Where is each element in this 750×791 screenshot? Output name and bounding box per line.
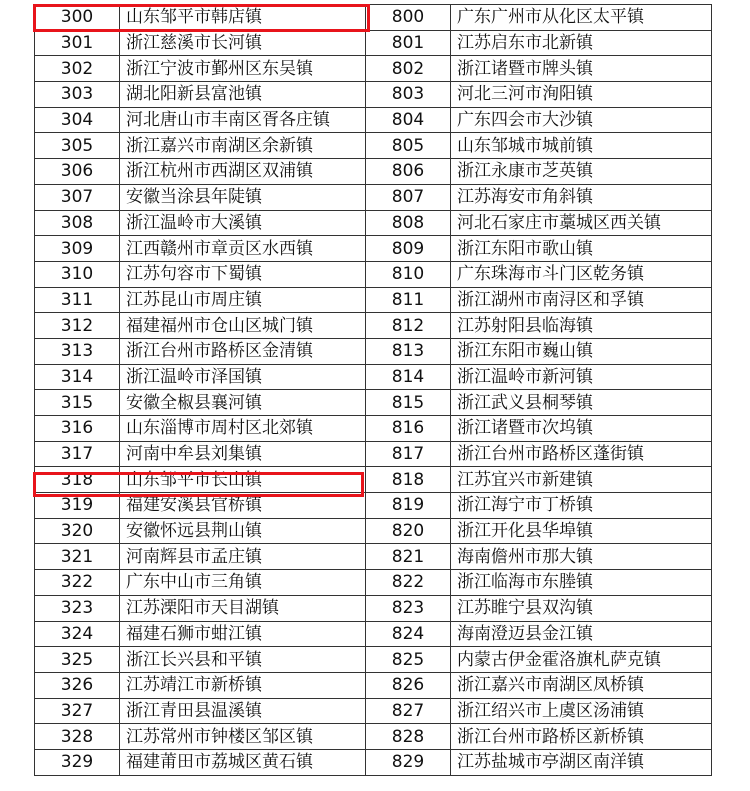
left-town-name: 湖北阳新县富池镇 — [120, 82, 366, 108]
left-town-name: 浙江慈溪市长河镇 — [120, 30, 366, 56]
right-rank-number: 808 — [366, 210, 451, 236]
left-town-name: 浙江长兴县和平镇 — [120, 647, 366, 673]
right-town-name: 浙江东阳市巍山镇 — [451, 338, 712, 364]
left-town-name: 山东邹平市韩店镇 — [120, 5, 366, 31]
table-row — [35, 647, 712, 673]
right-rank-number: 823 — [366, 595, 451, 621]
left-rank-number: 308 — [35, 210, 120, 236]
left-rank-number: 313 — [35, 338, 120, 364]
left-town-name: 河南辉县市孟庄镇 — [120, 544, 366, 570]
table-row — [35, 313, 712, 339]
left-town-name: 山东邹平市长山镇 — [120, 467, 366, 493]
right-rank-number: 815 — [366, 390, 451, 416]
left-rank-number: 303 — [35, 82, 120, 108]
left-rank-number: 306 — [35, 159, 120, 185]
town-ranking-sheet — [34, 4, 712, 776]
table-row — [35, 698, 712, 724]
right-rank-number: 804 — [366, 107, 451, 133]
left-town-name: 江苏昆山市周庄镇 — [120, 287, 366, 313]
right-town-name: 浙江永康市芝英镇 — [451, 159, 712, 185]
right-rank-number: 803 — [366, 82, 451, 108]
right-town-name: 河北石家庄市藁城区西关镇 — [451, 210, 712, 236]
right-town-name: 浙江湖州市南浔区和孚镇 — [451, 287, 712, 313]
left-rank-number: 316 — [35, 416, 120, 442]
left-rank-number: 305 — [35, 133, 120, 159]
left-rank-number: 325 — [35, 647, 120, 673]
left-rank-number: 327 — [35, 698, 120, 724]
right-town-name: 河北三河市洵阳镇 — [451, 82, 712, 108]
table-row — [35, 338, 712, 364]
left-town-name: 河南中牟县刘集镇 — [120, 441, 366, 467]
table-row — [35, 724, 712, 750]
left-town-name: 河北唐山市丰南区胥各庄镇 — [120, 107, 366, 133]
right-town-name: 江苏睢宁县双沟镇 — [451, 595, 712, 621]
table-row — [35, 544, 712, 570]
right-town-name: 江苏盐城市亭湖区南洋镇 — [451, 749, 712, 775]
right-town-name: 广东四会市大沙镇 — [451, 107, 712, 133]
right-town-name: 浙江开化县华埠镇 — [451, 518, 712, 544]
table-row — [35, 261, 712, 287]
right-town-name: 浙江台州市路桥区新桥镇 — [451, 724, 712, 750]
left-town-name: 山东淄博市周村区北郊镇 — [120, 416, 366, 442]
right-town-name: 浙江东阳市歌山镇 — [451, 236, 712, 262]
table-row — [35, 107, 712, 133]
left-town-name: 浙江温岭市泽国镇 — [120, 364, 366, 390]
right-town-name: 广东珠海市斗门区乾务镇 — [451, 261, 712, 287]
right-rank-number: 829 — [366, 749, 451, 775]
right-town-name: 江苏海安市角斜镇 — [451, 184, 712, 210]
left-rank-number: 322 — [35, 570, 120, 596]
left-rank-number: 326 — [35, 672, 120, 698]
left-rank-number: 309 — [35, 236, 120, 262]
table-row — [35, 287, 712, 313]
left-town-name: 江苏溧阳市天目湖镇 — [120, 595, 366, 621]
right-town-name: 江苏宜兴市新建镇 — [451, 467, 712, 493]
table-row — [35, 236, 712, 262]
right-rank-number: 809 — [366, 236, 451, 262]
right-town-name: 海南儋州市那大镇 — [451, 544, 712, 570]
left-town-name: 安徽当涂县年陡镇 — [120, 184, 366, 210]
table-row — [35, 570, 712, 596]
left-rank-number: 312 — [35, 313, 120, 339]
table-row — [35, 82, 712, 108]
right-town-name: 浙江嘉兴市南湖区凤桥镇 — [451, 672, 712, 698]
table-row — [35, 364, 712, 390]
left-town-name: 浙江杭州市西湖区双浦镇 — [120, 159, 366, 185]
left-town-name: 安徽全椒县襄河镇 — [120, 390, 366, 416]
right-town-name: 浙江绍兴市上虞区汤浦镇 — [451, 698, 712, 724]
right-rank-number: 800 — [366, 5, 451, 31]
table-row — [35, 518, 712, 544]
left-rank-number: 314 — [35, 364, 120, 390]
right-rank-number: 824 — [366, 621, 451, 647]
table-row — [35, 749, 712, 775]
left-town-name: 浙江青田县温溪镇 — [120, 698, 366, 724]
left-town-name: 福建福州市仓山区城门镇 — [120, 313, 366, 339]
table-row — [35, 210, 712, 236]
left-town-name: 广东中山市三角镇 — [120, 570, 366, 596]
left-rank-number: 315 — [35, 390, 120, 416]
right-town-name: 浙江台州市路桥区蓬街镇 — [451, 441, 712, 467]
table-row — [35, 416, 712, 442]
town-table-body — [35, 5, 712, 776]
table-row — [35, 390, 712, 416]
right-rank-number: 811 — [366, 287, 451, 313]
left-town-name: 福建莆田市荔城区黄石镇 — [120, 749, 366, 775]
left-rank-number: 324 — [35, 621, 120, 647]
right-town-name: 浙江武义县桐琴镇 — [451, 390, 712, 416]
town-table — [34, 4, 712, 776]
left-rank-number: 302 — [35, 56, 120, 82]
right-rank-number: 802 — [366, 56, 451, 82]
left-town-name: 福建石狮市蚶江镇 — [120, 621, 366, 647]
left-town-name: 浙江嘉兴市南湖区余新镇 — [120, 133, 366, 159]
table-row — [35, 30, 712, 56]
left-rank-number: 319 — [35, 493, 120, 519]
left-town-name: 江苏靖江市新桥镇 — [120, 672, 366, 698]
left-rank-number: 329 — [35, 749, 120, 775]
right-rank-number: 826 — [366, 672, 451, 698]
right-town-name: 浙江海宁市丁桥镇 — [451, 493, 712, 519]
left-town-name: 福建安溪县官桥镇 — [120, 493, 366, 519]
right-rank-number: 819 — [366, 493, 451, 519]
table-row — [35, 56, 712, 82]
left-town-name: 江西赣州市章贡区水西镇 — [120, 236, 366, 262]
table-row — [35, 133, 712, 159]
right-rank-number: 801 — [366, 30, 451, 56]
right-rank-number: 825 — [366, 647, 451, 673]
table-row — [35, 595, 712, 621]
right-rank-number: 805 — [366, 133, 451, 159]
right-rank-number: 818 — [366, 467, 451, 493]
right-town-name: 江苏射阳县临海镇 — [451, 313, 712, 339]
right-rank-number: 820 — [366, 518, 451, 544]
left-rank-number: 320 — [35, 518, 120, 544]
table-row — [35, 467, 712, 493]
right-town-name: 江苏启东市北新镇 — [451, 30, 712, 56]
left-town-name: 浙江温岭市大溪镇 — [120, 210, 366, 236]
right-rank-number: 817 — [366, 441, 451, 467]
right-rank-number: 806 — [366, 159, 451, 185]
right-town-name: 浙江诸暨市次坞镇 — [451, 416, 712, 442]
left-town-name: 浙江宁波市鄞州区东吴镇 — [120, 56, 366, 82]
left-rank-number: 323 — [35, 595, 120, 621]
left-rank-number: 300 — [35, 5, 120, 31]
left-rank-number: 301 — [35, 30, 120, 56]
left-town-name: 江苏句容市下蜀镇 — [120, 261, 366, 287]
left-rank-number: 310 — [35, 261, 120, 287]
right-rank-number: 827 — [366, 698, 451, 724]
table-row — [35, 159, 712, 185]
table-row — [35, 184, 712, 210]
table-row — [35, 493, 712, 519]
right-town-name: 山东邹城市城前镇 — [451, 133, 712, 159]
left-rank-number: 311 — [35, 287, 120, 313]
left-rank-number: 317 — [35, 441, 120, 467]
table-row — [35, 621, 712, 647]
right-rank-number: 822 — [366, 570, 451, 596]
left-rank-number: 304 — [35, 107, 120, 133]
left-rank-number: 328 — [35, 724, 120, 750]
left-rank-number: 321 — [35, 544, 120, 570]
right-rank-number: 821 — [366, 544, 451, 570]
right-rank-number: 812 — [366, 313, 451, 339]
right-town-name: 浙江诸暨市牌头镇 — [451, 56, 712, 82]
left-rank-number: 307 — [35, 184, 120, 210]
right-town-name: 广东广州市从化区太平镇 — [451, 5, 712, 31]
table-row — [35, 5, 712, 31]
right-rank-number: 816 — [366, 416, 451, 442]
right-town-name: 海南澄迈县金江镇 — [451, 621, 712, 647]
table-row — [35, 441, 712, 467]
right-rank-number: 813 — [366, 338, 451, 364]
right-rank-number: 810 — [366, 261, 451, 287]
right-town-name: 浙江温岭市新河镇 — [451, 364, 712, 390]
right-rank-number: 828 — [366, 724, 451, 750]
left-town-name: 浙江台州市路桥区金清镇 — [120, 338, 366, 364]
right-rank-number: 807 — [366, 184, 451, 210]
table-row — [35, 672, 712, 698]
right-rank-number: 814 — [366, 364, 451, 390]
left-rank-number: 318 — [35, 467, 120, 493]
left-town-name: 安徽怀远县荆山镇 — [120, 518, 366, 544]
left-town-name: 江苏常州市钟楼区邹区镇 — [120, 724, 366, 750]
right-town-name: 浙江临海市东塍镇 — [451, 570, 712, 596]
right-town-name: 内蒙古伊金霍洛旗札萨克镇 — [451, 647, 712, 673]
